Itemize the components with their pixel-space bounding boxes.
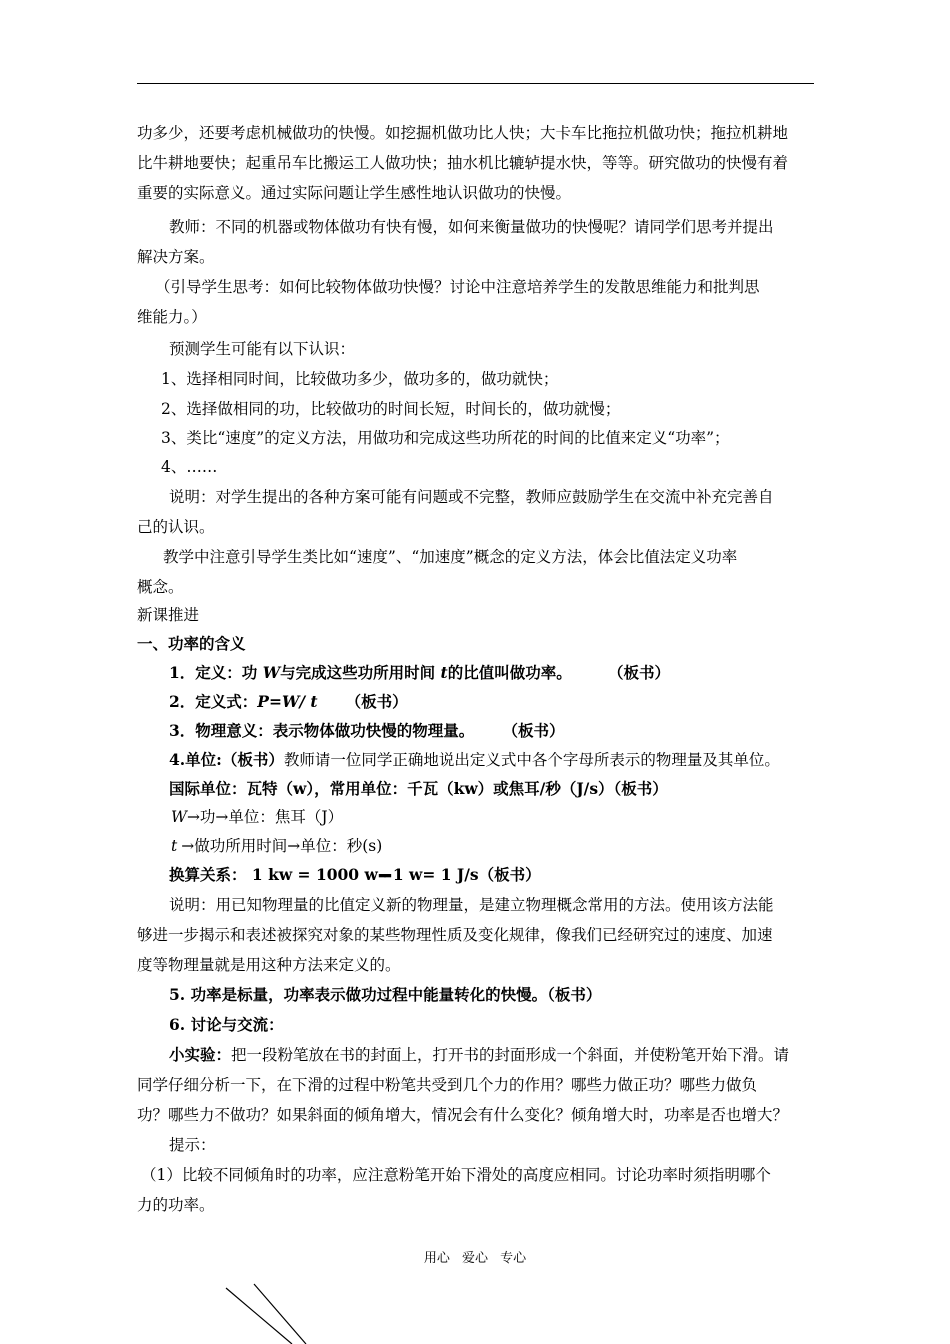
paragraph-line: 功？哪些力不做功？如果斜面的倾角增大，情况会有什么变化？倾角增大时，功率是否也增大？ — [137, 1106, 789, 1124]
paragraph-line: 概念。 — [137, 578, 184, 596]
list-item: 2、选择做相同的功，比较做功的时间长短，时间长的，做功就慢； — [161, 400, 621, 418]
paragraph-line: 力的功率。 — [137, 1196, 215, 1214]
symbol-t: t — [171, 837, 178, 855]
definition-text: 1．定义：功 — [169, 663, 263, 682]
paragraph-line: 够进一步揭示和表述被探究对象的某些物理性质及变化规律，像我们已经研究过的速度、加速 — [137, 926, 773, 944]
paragraph-line: 说明：用已知物理量的比值定义新的物理量，是建立物理概念常用的方法。使用该方法能 — [169, 896, 774, 914]
hint-label: 提示： — [169, 1136, 216, 1154]
unit-text: 教师请一位同学正确地说出定义式中各个字母所表示的物理量及其单位。 — [283, 751, 780, 769]
paragraph-line: 功多少，还要考虑机械做功的快慢。如挖掘机做功比人快；大卡车比拖拉机做功快；拖拉机耕地 — [137, 124, 789, 142]
formula: P=W/ t — [257, 692, 318, 711]
definition-text: 与完成这些功所用时间 — [280, 663, 441, 682]
experiment-label: 小实验： — [169, 1045, 232, 1064]
paragraph-line: （1）比较不同倾角时的功率，应注意粉笔开始下滑处的高度应相同。讨论功率时须指明哪个 — [141, 1166, 771, 1184]
paragraph-line: 教学中注意引导学生类比如“速度”、“加速度”概念的定义方法，体会比值法定义功率 — [163, 548, 738, 566]
experiment-text: 把一段粉笔放在书的封面上，打开书的封面形成一个斜面，并使粉笔开始下滑。请 — [231, 1046, 790, 1064]
symbol-w: W — [262, 663, 281, 682]
list-item: 1、选择相同时间，比较做功多少，做功多的，做功就快； — [161, 370, 559, 388]
paragraph-line: 维能力。） — [137, 308, 207, 326]
conversion-text: 1 w= 1 J/s（板书） — [392, 865, 541, 884]
section-label: 新课推进 — [137, 606, 200, 624]
list-item: 3、类比“速度”的定义方法，用做功和完成这些功所花的时间的比值来定义“功率”； — [161, 429, 730, 447]
item-6: 6. 讨论与交流： — [169, 1015, 284, 1034]
paragraph-line: 预测学生可能有以下认识： — [169, 340, 356, 358]
paragraph-line: 度等物理量就是用这种方法来定义的。 — [137, 956, 401, 974]
definition-text: 的比值叫做功率。 — [447, 663, 572, 682]
board-tag: （板书） — [615, 663, 670, 682]
decorative-line — [254, 1284, 306, 1344]
paragraph-line: 同学仔细分析一下，在下滑的过程中粉笔共受到几个力的作用？哪些力做正功？哪些力做负 — [137, 1076, 758, 1094]
page-footer: 用心 爱心 专心 — [423, 1251, 527, 1266]
paragraph-line: 己的认识。 — [137, 518, 215, 536]
garbled-glyph-icon: ▬▬ — [377, 871, 389, 881]
symbol-w: W — [171, 808, 187, 826]
paragraph-line: 比牛耕地要快；起重吊车比搬运工人做功快；抽水机比辘轳提水快，等等。研究做功的快慢有着 — [137, 154, 789, 172]
paragraph-line: （引导学生思考：如何比较物体做功快慢？讨论中注意培养学生的发散思维能力和批判思 — [155, 278, 760, 296]
paragraph-line: 解决方案。 — [137, 248, 215, 266]
t-unit-text: →做功所用时间→单位：秒(s) — [181, 837, 383, 855]
paragraph-line: 教师：不同的机器或物体做功有快有慢，如何来衡量做功的快慢呢？请同学们思考并提出 — [169, 218, 774, 236]
item-5: 5. 功率是标量，功率表示做功过程中能量转化的快慢。（板书） — [169, 985, 602, 1004]
board-tag: （板书） — [510, 721, 565, 740]
w-unit-text: →功→单位：焦耳（J） — [186, 808, 344, 826]
symbol-t: t — [440, 663, 448, 682]
section-heading: 一、功率的含义 — [137, 634, 246, 653]
paragraph-line: 说明：对学生提出的各种方案可能有问题或不完整，教师应鼓励学生在交流中补充完善自 — [169, 488, 774, 506]
board-tag: （板书） — [345, 692, 408, 711]
formula-label: 2．定义式： — [169, 692, 258, 711]
meaning-text: 3．物理意义：表示物体做功快慢的物理量。 — [169, 721, 475, 740]
conversion-text: 换算关系： 1 kw = 1000 w — [169, 865, 378, 884]
list-item: 4、…… — [161, 458, 218, 476]
unit-label: 4.单位:（板书） — [169, 750, 284, 769]
si-unit-line: 国际单位：瓦特（w），常用单位：千瓦（kw）或焦耳/秒（J/s）（板书） — [169, 779, 668, 798]
paragraph-line: 重要的实际意义。通过实际问题让学生感性地认识做功的快慢。 — [137, 184, 572, 202]
